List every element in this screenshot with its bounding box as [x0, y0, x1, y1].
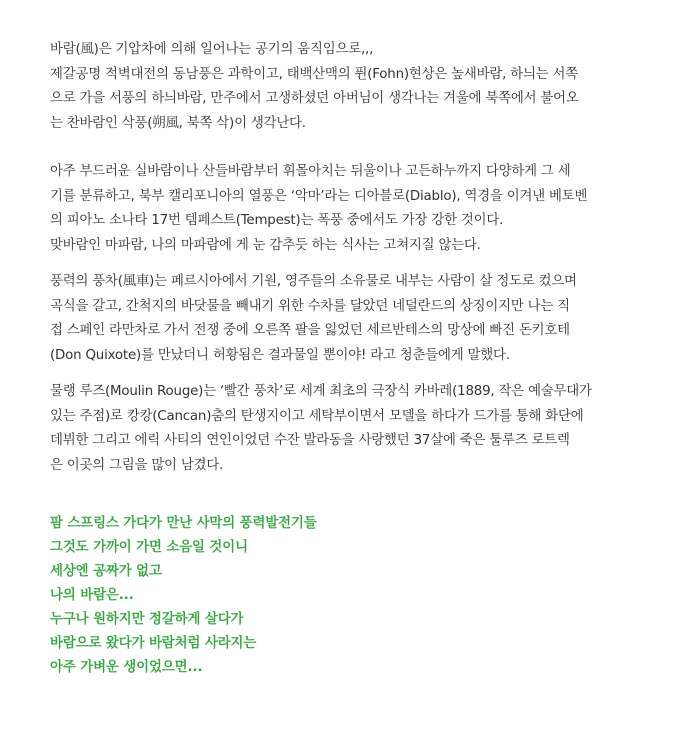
poem-line: 바람으로 왔다가 바람처럼 사라지는 — [50, 636, 257, 651]
text-line: 제갈공명 적벽대전의 동남풍은 과학이고, 태백산맥의 퓐(Fohn)현상은 높새바람, 하늬는 서쪽 — [50, 66, 578, 82]
text-line: 맞바람인 마파람, 나의 마파람에 게 눈 감추듯 하는 식사는 고쳐지질 않는다. — [50, 237, 481, 253]
poem-closing — [50, 512, 670, 680]
poem-spacer — [50, 478, 670, 512]
paragraph-wind-types — [50, 160, 670, 258]
poem-line: 누구나 원하지만 정갈하게 살다가 — [50, 612, 244, 627]
poem-line: 세상엔 공짜가 없고 — [50, 564, 162, 579]
paragraph-windmill — [50, 270, 670, 368]
text-line: 으로 가을 서풍의 하늬바람, 만주에서 고생하셨던 아버님이 생각나는 겨울에 북쪽에서 불어오 — [50, 91, 579, 106]
text-line: 곡식을 갈고, 간척지의 바닷물을 빼내기 위한 수차를 달았던 네덜란드의 상징이지만 나는 직 — [50, 298, 570, 314]
text-line: 아주 부드러운 실바람이나 산들바람부터 휘몰아치는 뒤울이나 고든하누까지 다양하게 그 세 — [50, 164, 571, 179]
poem-line: 팜 스프링스 가다가 만난 사막의 풍력발전기들 — [50, 516, 317, 531]
text-line: 있는 주점)로 캉캉(Cancan)춤의 탄생지이고 세탁부이면서 모델을 하다가 드가를 통해 화단에 — [50, 408, 584, 424]
paragraph-spacer — [50, 258, 670, 270]
text-line: 접 스페인 라만차로 가서 전쟁 중에 오른쪽 팔을 잃었던 세르반테스의 망상에 빠진 돈키호테 — [50, 323, 570, 338]
paragraph-spacer — [50, 368, 670, 380]
text-line: (Don Quixote)를 만났더니 허황됨은 결과물일 뿐이야! 라고 청춘들에게 말했다. — [50, 347, 510, 363]
text-line: 은 이곳의 그림을 많이 남겼다. — [50, 457, 224, 473]
text-line: 는 찬바람인 삭풍(朔風, 북쪽 삭)이 생각난다. — [50, 115, 306, 131]
text-line: 풍력의 풍차(風車)는 페르시아에서 기원, 영주들의 소유물로 내부는 사람이 살 정도로 컸으며 — [50, 274, 577, 289]
text-line: 의 피아노 소나타 17번 템페스트(Tempest)는 폭풍 중에서도 가장 강한 것이다. — [50, 213, 504, 228]
poem-line: 나의 바람은... — [50, 588, 134, 603]
text-line: 데뷔한 그리고 에릭 사티의 연인이었던 수잔 발라동을 사랑했던 37살에 죽은 툴루즈 로트렉 — [50, 433, 570, 448]
paragraph-spacer — [50, 136, 670, 160]
poem-line: 그것도 가까이 가면 소음일 것이니 — [50, 540, 248, 555]
text-line: 기를 분류하고, 북부 캘리포니아의 열풍은 ‘악마’라는 디아블로(Diablo), 역경을 이겨낸 베토벤 — [50, 188, 588, 204]
text-line: 바람(風)은 기압차에 의해 일어나는 공기의 움직임으로,,, — [50, 42, 374, 57]
poem-line: 아주 가벼운 생이었으면... — [50, 660, 203, 675]
paragraph-wind-definition — [50, 38, 670, 136]
paragraph-moulin-rouge — [50, 380, 670, 478]
text-line: 물랭 루즈(Moulin Rouge)는 ‘빨간 풍차’로 세계 최초의 극장식 카바레(1889, 작은 예술무대가 — [50, 384, 592, 399]
